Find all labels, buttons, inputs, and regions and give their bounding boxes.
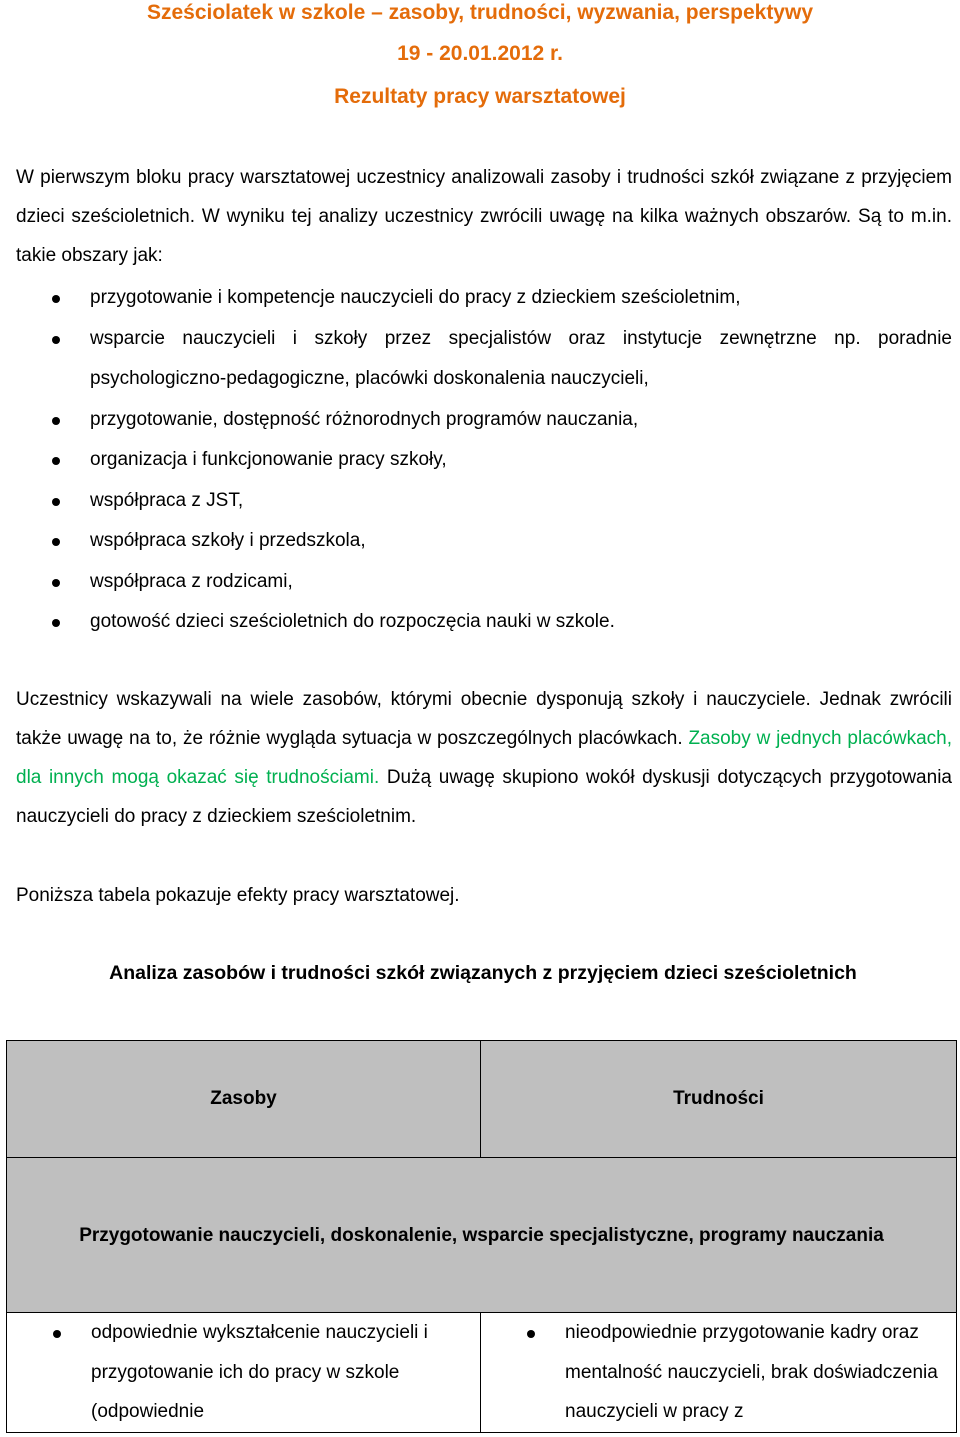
summary-paragraph: [16, 680, 952, 836]
list-item-text: przygotowanie, dostępność różnorodnych programów nauczania,: [90, 408, 639, 430]
bullet-icon: [52, 400, 61, 440]
summary-text: Uczestnicy wskazywali na wiele zasobów, którymi obecnie dysponują szkoły i nauczyciele. Jednak zwrócili także uwagę na to, że różnie wygląda sytuacja w poszczególnych placówkach.: [16, 689, 952, 749]
document-title: Sześciolatek w szkole – zasoby, trudności, wyzwania, perspektywy: [146, 1, 814, 24]
trudnosci-item-text: nieodpowiednie przygotowanie kadry oraz mentalność nauczycieli, brak doświadczenia nauczycieli w pracy z: [565, 1322, 938, 1422]
table-heading: Analiza zasobów i trudności szkół związanych z przyjęciem dzieci sześcioletnich: [109, 962, 857, 984]
intro-paragraph: [16, 158, 952, 275]
document-dates: 19 - 20.01.2012 r.: [397, 42, 563, 65]
areas-list: [0, 278, 960, 643]
list-item-text: współpraca z rodzicami,: [90, 570, 293, 592]
zasoby-item-text: odpowiednie wykształcenie nauczycieli i przygotowanie ich do pracy w szkole (odpowiednie: [91, 1322, 428, 1422]
list-item: [0, 562, 960, 603]
bullet-icon: [527, 1313, 536, 1353]
list-item: [481, 1313, 956, 1432]
list-item: [7, 1313, 480, 1432]
list-item-text: organizacja i funkcjonowanie pracy szkoły,: [90, 449, 447, 470]
bullet-icon: [52, 562, 61, 602]
trudnosci-list: [481, 1313, 956, 1432]
bullet-icon: [53, 1313, 62, 1353]
list-item-text: wsparcie nauczycieli i szkoły przez specjalistów oraz instytucje zewnętrzne np. poradnie psychologiczno-pedagogiczne, placówki doskonalenia nauczycieli,: [90, 327, 952, 389]
summary-text-continued: Dużą uwagę skupiono wokół dyskusji dotyczących przygotowania nauczycieli do pracy z dzieckiem sześcioletnim.: [16, 767, 952, 827]
trudnosci-cell: [481, 1313, 957, 1433]
bullet-icon: [52, 319, 61, 359]
list-item: [0, 521, 960, 562]
list-item-text: współpraca szkoły i przedszkola,: [90, 530, 366, 551]
analysis-table: [6, 1040, 957, 1433]
zasoby-list: [7, 1313, 480, 1432]
bullet-icon: [52, 521, 61, 561]
list-item: [0, 278, 960, 319]
bullet-icon: [52, 481, 61, 521]
bullet-icon: [52, 602, 61, 642]
highlight-text: Zasoby w jednych placówkach, dla innych mogą okazać się trudnościami.: [16, 728, 952, 788]
column-header-trudnosci: Trudności: [481, 1041, 957, 1158]
list-item: [0, 481, 960, 522]
list-item-text: współpraca z JST,: [90, 489, 244, 511]
zasoby-cell: [7, 1313, 481, 1433]
list-item: [0, 400, 960, 441]
list-item-text: gotowość dzieci sześcioletnich do rozpoczęcia nauki w szkole.: [90, 611, 615, 632]
section-title: Przygotowanie nauczycieli, doskonalenie, wsparcie specjalistyczne, programy nauczania: [7, 1158, 957, 1313]
table-header-row: [7, 1041, 957, 1158]
table-row: [7, 1313, 957, 1433]
list-item: [0, 440, 960, 481]
column-header-zasoby: Zasoby: [7, 1041, 481, 1158]
table-section-row: [7, 1158, 957, 1313]
list-item: [0, 602, 960, 643]
list-item: [0, 319, 960, 400]
document-subtitle: Rezultaty pracy warsztatowej: [334, 85, 626, 108]
table-note: Poniższa tabela pokazuje efekty pracy warsztatowej.: [16, 885, 460, 906]
bullet-icon: [52, 440, 61, 480]
list-item-text: przygotowanie i kompetencje nauczycieli do pracy z dzieckiem sześcioletnim,: [90, 287, 741, 308]
intro-text: W pierwszym bloku pracy warsztatowej uczestnicy analizowali zasoby i trudności szkół związane z przyjęciem dzieci sześcioletnich. W wyniku tej analizy uczestnicy zwrócili uwagę na kilka ważnych obszarów. Są to m.in. takie obszary jak:: [16, 167, 952, 266]
bullet-icon: [52, 278, 61, 318]
